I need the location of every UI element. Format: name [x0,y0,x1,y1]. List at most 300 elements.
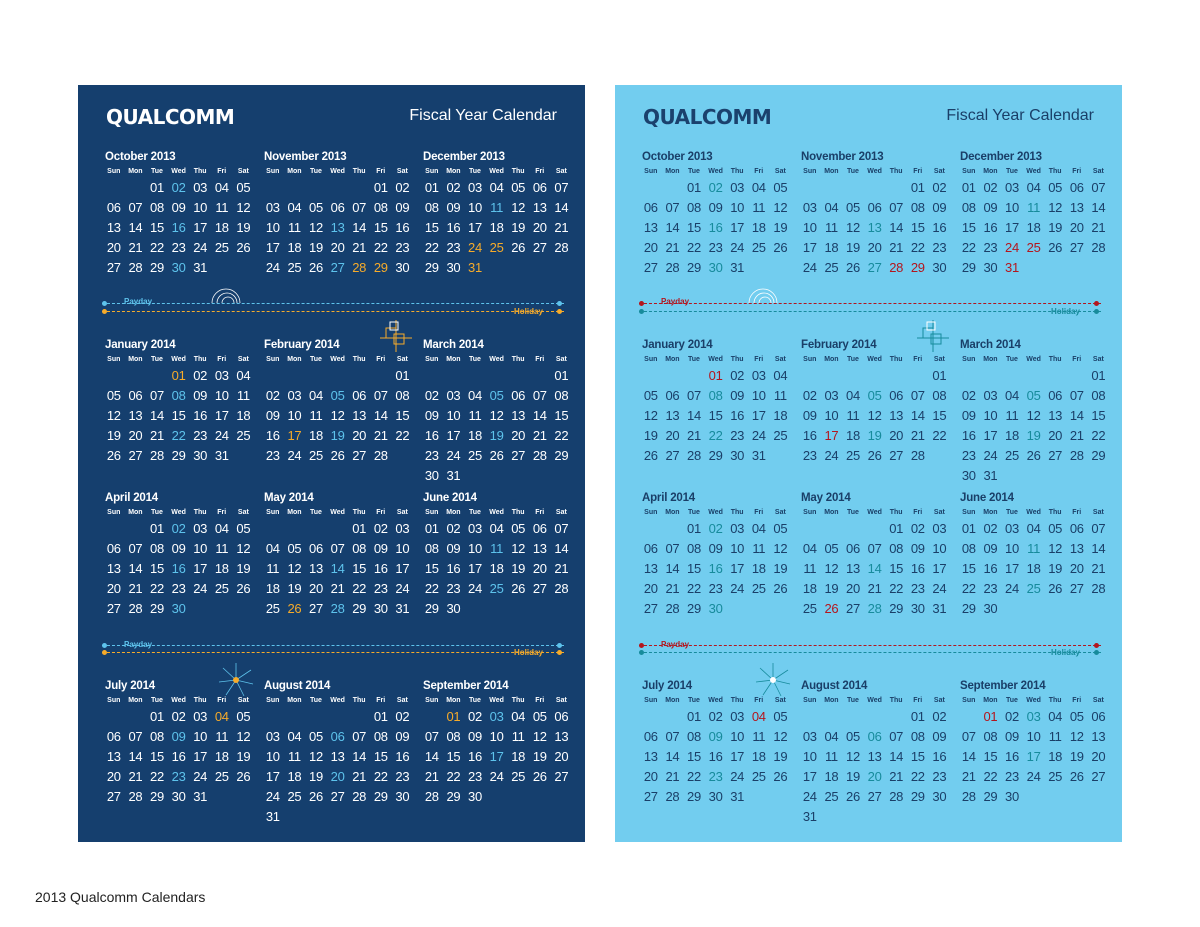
day-cell: 14 [352,220,367,235]
empty-day [189,599,211,619]
day-cell: 04 [236,368,251,383]
day-cell: 20 [867,769,882,784]
day-cell: 10 [751,388,766,403]
day-cell: 24 [214,428,229,443]
day-cell: 11 [511,729,525,744]
weekday-label: Thu [352,168,366,175]
day-cell: 26 [773,240,788,255]
day-cell: 14 [961,749,976,764]
day-cell: 21 [910,428,925,443]
week-row [640,178,792,198]
calendar-panel-light [615,85,1122,842]
empty-day [125,519,147,539]
circuit-ornament-icon [915,318,951,354]
empty-day [211,599,233,619]
weekday-label: Thu [1048,509,1062,516]
empty-day [507,366,529,386]
day-cell: 21 [961,769,976,784]
day-cell: 12 [236,729,251,744]
day-cell: 18 [468,428,482,443]
panel-title: Fiscal Year Calendar [946,107,1094,124]
day-cell: 10 [983,408,998,423]
day-cell: 30 [395,789,410,804]
week-row [640,446,792,466]
day-cell: 30 [193,448,208,463]
day-cell: 05 [773,709,788,724]
day-cell: 17 [193,749,208,764]
day-cell: 26 [236,769,251,784]
day-cell: 24 [193,240,208,255]
day-cell: 19 [1048,220,1063,235]
empty-day [821,807,843,827]
day-cell: 28 [424,789,439,804]
day-cell: 19 [309,240,323,255]
day-cell: 02 [802,388,817,403]
day-cell: 06 [643,729,658,744]
day-cell: 20 [532,561,547,576]
day-cell: 13 [643,561,658,576]
day-cell: 27 [1048,448,1063,463]
month-calendar [262,679,414,827]
day-cell: 23 [983,240,998,255]
day-cell: 16 [171,220,186,235]
day-cell: 13 [511,408,526,423]
day-cell: 22 [889,581,904,596]
day-cell: 29 [910,789,925,804]
empty-day [262,707,284,727]
day-cell: 04 [1026,180,1041,195]
day-cell: 06 [352,388,367,403]
week-row [799,218,951,238]
day-cell: 13 [889,408,904,423]
weekday-header [958,165,1110,178]
day-cell: 17 [730,749,745,764]
weekday-label: Fri [1072,697,1082,704]
empty-day [770,599,792,619]
empty-day [842,707,864,727]
empty-day [885,707,907,727]
day-cell: 31 [730,260,745,275]
week-row [421,218,573,238]
weekday-label: Thu [730,356,744,363]
month-title: October 2013 [642,151,713,163]
week-row [799,559,951,579]
day-cell: 11 [752,729,766,744]
day-cell: 13 [867,220,882,235]
empty-day [1088,599,1110,619]
day-cell: 04 [214,709,229,724]
day-cell: 15 [687,561,701,576]
day-cell: 16 [708,220,723,235]
day-cell: 09 [446,200,461,215]
day-cell: 12 [236,541,251,556]
day-cell: 29 [910,260,925,275]
holiday-rail [639,652,1101,653]
day-cell: 30 [961,468,976,483]
week-row [799,198,951,218]
month-calendar [103,150,255,278]
weekday-label: Mon [665,697,680,704]
week-row [421,406,573,426]
weekday-label: Sun [962,697,976,704]
day-cell: 11 [309,408,323,423]
day-cell: 19 [236,749,251,764]
day-cell: 12 [330,408,345,423]
weekday-label: Sat [933,168,945,175]
day-cell: 27 [330,260,345,275]
day-cell: 28 [867,601,882,616]
day-cell: 16 [395,220,410,235]
weekday-label: Sun [644,509,658,516]
day-cell: 26 [287,601,302,616]
day-cell: 22 [150,581,164,596]
weekday-header [262,694,414,707]
weekday-header [640,165,792,178]
week-row [262,406,414,426]
day-cell: 03 [395,521,410,536]
day-cell: 07 [665,729,680,744]
day-cell: 18 [1026,220,1041,235]
weekday-label: Thu [889,168,903,175]
week-row [799,787,951,807]
day-cell: 07 [373,388,388,403]
day-cell: 16 [193,408,208,423]
day-cell: 10 [802,749,817,764]
empty-day [486,599,508,619]
day-cell: 27 [643,789,658,804]
day-cell: 25 [846,448,860,463]
day-cell: 27 [309,601,323,616]
empty-day [233,787,255,807]
week-row [799,386,951,406]
day-cell: 25 [265,601,280,616]
empty-day [842,178,864,198]
weekday-label: Sun [803,697,817,704]
day-cell: 16 [373,561,388,576]
day-cell: 18 [1048,749,1063,764]
month-calendar [640,338,792,466]
empty-day [421,707,443,727]
day-cell: 02 [1005,709,1019,724]
empty-day [821,178,843,198]
day-cell: 06 [330,200,345,215]
day-cell: 16 [1005,749,1019,764]
day-cell: 28 [150,448,164,463]
day-cell: 14 [424,749,439,764]
day-cell: 05 [1048,521,1063,536]
day-cell: 26 [511,581,526,596]
empty-day [770,446,792,466]
week-row [421,466,573,486]
week-row [640,727,792,747]
day-cell: 16 [708,749,723,764]
weekday-label: Thu [730,168,744,175]
empty-day [748,787,770,807]
week-row [421,747,573,767]
day-cell: 23 [932,240,947,255]
week-row [103,579,255,599]
weekday-label: Thu [889,509,903,516]
empty-day [662,707,684,727]
day-cell: 24 [265,260,280,275]
day-cell: 04 [214,180,229,195]
week-row [103,767,255,787]
weekday-header [958,353,1110,366]
day-cell: 10 [932,541,947,556]
day-cell: 22 [150,240,164,255]
day-cell: 19 [867,428,882,443]
empty-day [146,366,168,386]
day-cell: 29 [708,448,723,463]
week-row [640,238,792,258]
empty-day [529,366,551,386]
day-cell: 03 [932,521,947,536]
day-cell: 06 [1048,388,1063,403]
weekday-label: Mon [128,509,143,516]
day-cell: 14 [665,220,680,235]
day-cell: 01 [961,521,976,536]
weekday-label: Fri [535,168,545,175]
month-title: April 2014 [105,492,158,504]
day-cell: 09 [373,541,388,556]
day-cell: 01 [554,368,569,383]
weekday-label: Tue [847,356,859,363]
day-cell: 11 [215,541,229,556]
weekday-label: Wed [489,356,504,363]
day-cell: 17 [751,408,766,423]
empty-day [1088,466,1110,486]
day-cell: 13 [1069,200,1084,215]
empty-day [125,707,147,727]
day-cell: 04 [751,709,766,724]
weekday-label: Sat [1092,356,1104,363]
day-cell: 08 [1091,388,1106,403]
day-cell: 27 [889,448,904,463]
weekday-label: Thu [511,168,525,175]
day-cell: 06 [511,388,526,403]
holiday-label: Holiday [514,307,543,316]
week-row [103,238,255,258]
empty-day [486,787,508,807]
day-cell: 26 [867,448,882,463]
weekday-label: Mon [983,356,998,363]
weekday-label: Wed [489,168,504,175]
day-cell: 02 [446,180,461,195]
week-row [640,599,792,619]
day-cell: 11 [824,220,838,235]
day-cell: 03 [193,709,208,724]
payday-rail [639,303,1101,304]
day-cell: 04 [751,180,766,195]
day-cell: 13 [532,200,547,215]
weekday-label: Tue [469,356,481,363]
week-row [103,539,255,559]
day-cell: 18 [751,561,766,576]
weekday-label: Sun [803,356,817,363]
empty-day [770,787,792,807]
day-cell: 27 [128,448,143,463]
week-row [958,258,1110,278]
day-cell: 02 [708,521,723,536]
empty-day [885,807,907,827]
day-cell: 04 [265,541,280,556]
weekday-label: Fri [535,356,545,363]
holiday-rail [102,652,564,653]
week-row [958,727,1110,747]
weekday-label: Wed [867,509,882,516]
day-cell: 20 [532,220,547,235]
week-row [958,559,1110,579]
day-cell: 26 [773,769,788,784]
day-cell: 09 [708,200,723,215]
weekday-label: Thu [193,168,207,175]
week-row [799,178,951,198]
day-cell: 21 [352,769,367,784]
weekday-label: Wed [171,356,186,363]
day-cell: 04 [1048,709,1063,724]
day-cell: 22 [687,581,701,596]
weekday-label: Sun [803,168,817,175]
day-cell: 08 [446,729,461,744]
day-cell: 24 [193,581,208,596]
week-row [421,238,573,258]
day-cell: 15 [150,749,164,764]
payday-rail [102,303,564,304]
week-row [421,386,573,406]
weekday-label: Fri [913,168,923,175]
weekday-label: Tue [847,168,859,175]
week-row [103,258,255,278]
day-cell: 22 [910,240,925,255]
empty-day [821,707,843,727]
day-cell: 01 [687,180,701,195]
day-cell: 11 [1027,200,1041,215]
weekday-label: Wed [867,697,882,704]
empty-day [726,599,748,619]
empty-day [507,466,529,486]
day-cell: 06 [330,729,345,744]
day-cell: 08 [395,388,410,403]
calendar-panel-dark [78,85,585,842]
day-cell: 25 [287,260,302,275]
month-calendar [262,338,414,466]
week-row [799,426,951,446]
day-cell: 10 [1005,541,1019,556]
week-row [640,707,792,727]
day-cell: 14 [128,220,143,235]
month-calendar [958,338,1110,486]
day-cell: 15 [352,561,367,576]
day-cell: 06 [643,541,658,556]
day-cell: 09 [1005,729,1019,744]
empty-day [370,366,392,386]
day-cell: 26 [773,581,788,596]
day-cell: 25 [751,581,766,596]
empty-day [464,366,486,386]
weekday-label: Tue [1006,509,1018,516]
day-cell: 06 [867,729,882,744]
rail-end-dot [1094,650,1099,655]
empty-day [529,599,551,619]
week-row [640,767,792,787]
day-cell: 06 [106,200,121,215]
weekday-label: Wed [1026,168,1041,175]
day-cell: 08 [373,729,388,744]
day-cell: 29 [446,789,461,804]
day-cell: 01 [446,709,461,724]
day-cell: 02 [171,521,186,536]
day-cell: 14 [150,408,164,423]
day-cell: 16 [395,749,410,764]
month-title: July 2014 [105,680,155,692]
day-cell: 14 [665,749,680,764]
day-cell: 30 [468,789,482,804]
weekday-label: Fri [754,697,764,704]
day-cell: 02 [708,709,723,724]
day-cell: 18 [214,220,229,235]
day-cell: 10 [1026,729,1041,744]
day-cell: 27 [643,260,658,275]
day-cell: 05 [1048,180,1063,195]
empty-day [327,178,349,198]
day-cell: 27 [352,448,367,463]
weekday-label: Fri [1072,509,1082,516]
day-cell: 03 [193,521,208,536]
weekday-label: Mon [287,509,302,516]
day-cell: 21 [1069,428,1084,443]
weekday-label: Wed [867,356,882,363]
day-cell: 10 [489,729,504,744]
day-cell: 11 [1005,408,1019,423]
empty-day [464,466,486,486]
holiday-label: Holiday [514,648,543,657]
day-cell: 19 [236,220,251,235]
arc-ornament-icon [745,277,785,307]
day-cell: 12 [511,200,526,215]
day-cell: 06 [554,709,569,724]
empty-day [551,258,573,278]
weekday-label: Fri [535,509,545,516]
week-row [640,539,792,559]
day-cell: 01 [424,521,439,536]
day-cell: 25 [468,448,482,463]
day-cell: 12 [1069,729,1084,744]
day-cell: 30 [932,789,947,804]
day-cell: 03 [446,388,461,403]
day-cell: 24 [193,769,208,784]
day-cell: 14 [352,749,367,764]
day-cell: 12 [867,408,882,423]
day-cell: 14 [1091,200,1106,215]
week-row [262,767,414,787]
weekday-label: Mon [983,697,998,704]
week-row [958,787,1110,807]
day-cell: 08 [352,541,367,556]
day-cell: 13 [128,408,143,423]
day-cell: 23 [708,769,723,784]
day-cell: 18 [824,769,839,784]
weekday-label: Sat [396,356,408,363]
day-cell: 16 [910,561,925,576]
empty-day [284,807,306,827]
empty-day [305,807,327,827]
week-row [958,767,1110,787]
week-row [958,519,1110,539]
day-cell: 27 [106,260,121,275]
day-cell: 20 [643,769,658,784]
day-cell: 13 [554,729,569,744]
day-cell: 21 [330,581,345,596]
